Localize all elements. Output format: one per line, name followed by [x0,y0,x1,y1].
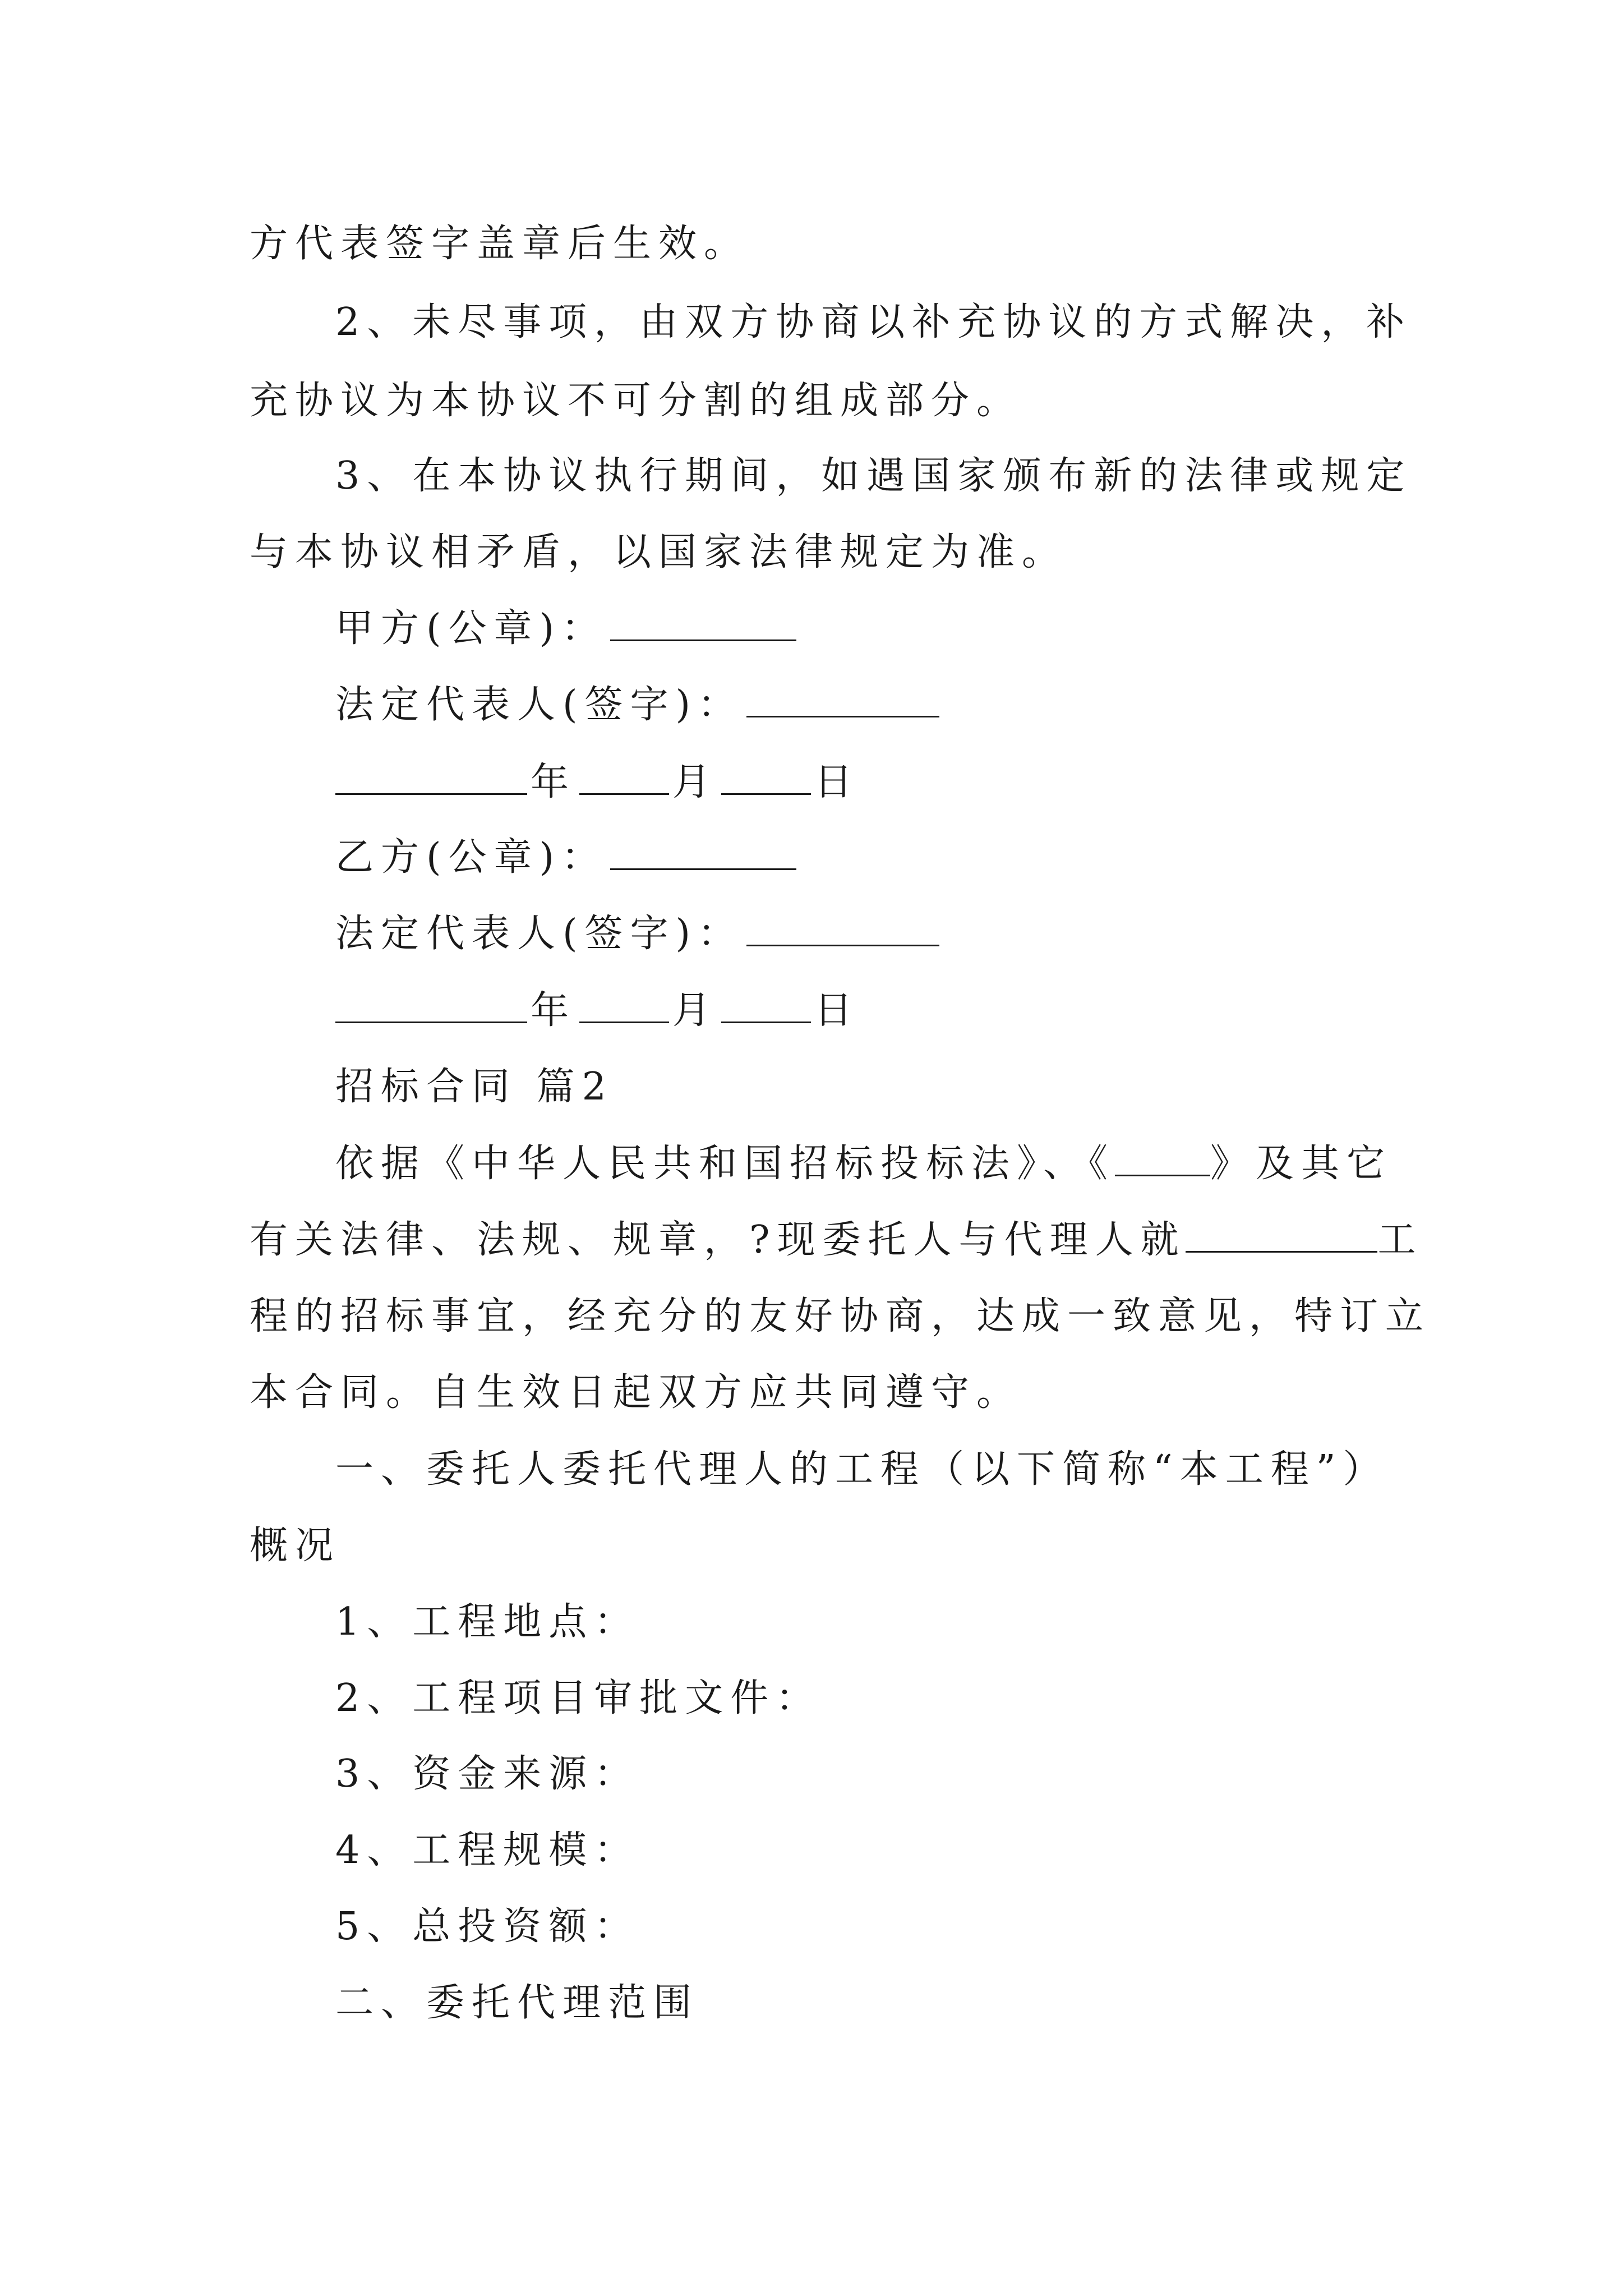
intro-line-2-a: 有关法律、法规、规章，?现委托人与代理人就 [250,1218,1186,1262]
intro-line-2 [250,1215,1423,1266]
party-a-rep-label: 法定代表人(签字)： [335,683,744,727]
clause-1-tail: 方代表签字盖章后生效。 [250,222,750,266]
clause-3-line-1: 3、在本协议执行期间，如遇国家颁布新的法律或规定 [335,454,1412,498]
party-b-year-blank [335,987,527,1023]
party-a-seal-label: 甲方(公章)： [335,606,607,651]
law-name-blank [1115,1140,1210,1176]
party-a-day-label: 日 [814,760,860,804]
intro-line-4: 本合同。自生效日起双方应共同遵守。 [250,1370,1022,1415]
article-1-line-1: 一、委托人委托代理人的工程（以下简称“本工程”） [335,1447,1389,1492]
article-2-heading: 二、委托代理范围 [335,1981,699,2025]
item-1: 1、工程地点： [335,1600,640,1644]
party-a-rep-line [335,680,943,730]
party-a-rep-blank [746,681,939,717]
item-5: 5、总投资额： [335,1904,640,1949]
party-a-month-blank [579,758,669,795]
intro-line-1 [335,1139,1392,1189]
intro-line-2-b: 工 [1377,1218,1423,1262]
party-a-year-blank [335,758,527,795]
project-name-blank [1186,1216,1377,1253]
party-a-month-label: 月 [672,760,718,804]
clause-3-line-2: 与本协议相矛盾，以国家法律规定为准。 [250,530,1068,574]
party-b-month-label: 月 [672,988,718,1033]
party-b-month-blank [579,987,669,1023]
party-a-day-blank [721,758,811,795]
item-2: 2、工程项目审批文件： [335,1676,822,1720]
clause-2-line-1: 2、未尽事项，由双方协商以补充协议的方式解决，补 [335,300,1412,344]
party-a-year-label: 年 [531,760,577,804]
party-b-rep-line [335,909,943,959]
party-a-date-line [335,757,860,808]
party-a-seal-blank [610,605,796,641]
section-title: 招标合同 篇2 [335,1065,614,1109]
party-b-year-label: 年 [531,988,577,1033]
intro-line-1-a: 依据《中华人民共和国招标投标法》、《 [335,1142,1115,1186]
party-b-seal-line [335,832,800,883]
intro-line-3: 程的招标事宜，经充分的友好协商，达成一致意见，特订立 [250,1294,1431,1338]
intro-line-1-b: 》及其它 [1210,1142,1393,1186]
party-b-seal-blank [610,834,796,870]
party-a-seal-line [335,604,800,654]
party-b-date-line [335,986,860,1036]
party-b-rep-blank [746,910,939,946]
item-3: 3、资金来源： [335,1752,640,1796]
party-b-day-label: 日 [814,988,860,1033]
party-b-seal-label: 乙方(公章)： [335,835,607,880]
article-1-line-2: 概况 [250,1524,341,1568]
clause-2-line-2: 充协议为本协议不可分割的组成部分。 [250,379,1022,423]
item-4: 4、工程规模： [335,1828,640,1872]
party-b-rep-label: 法定代表人(签字)： [335,912,744,956]
party-b-day-blank [721,987,811,1023]
